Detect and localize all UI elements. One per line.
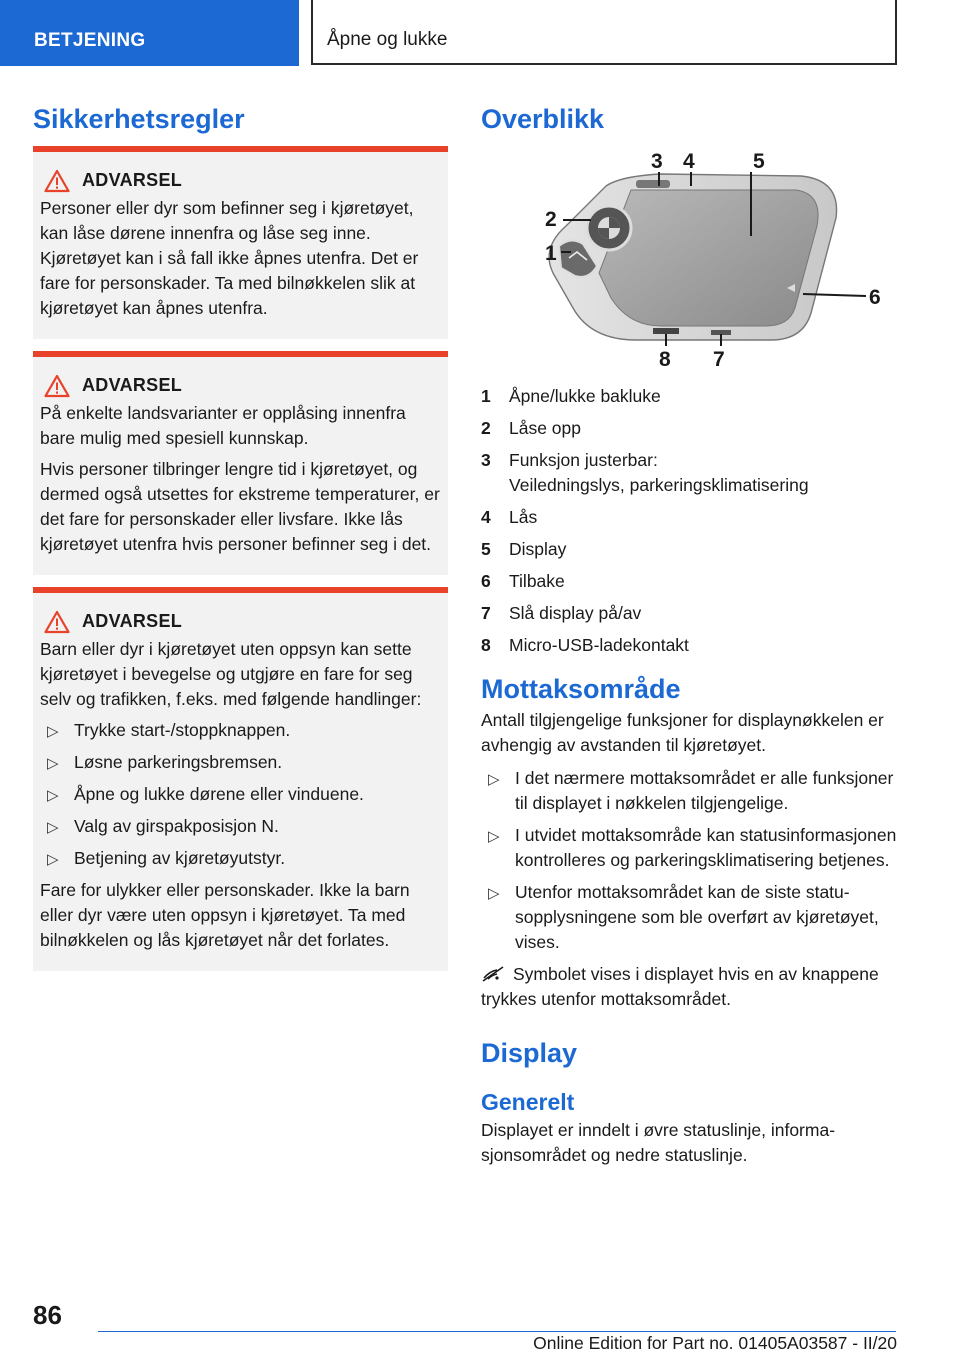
warning-text: Personer eller dyr som befinner seg i kjøretøyet, kan låse dørene innenfra og låse seg inne. Kjøretøyet kan i så fall ikke åpnes utenfra. Det er fare for personskader. Ta med bilnøkkelen slik at kjøretøyet kan åpnes utenfra.: [40, 198, 419, 318]
legend-number: 6: [481, 571, 491, 591]
display-subtitle: Generelt: [481, 1089, 575, 1115]
callout-3: 3: [651, 150, 663, 173]
range-list: [481, 766, 899, 955]
callout-5: 5: [753, 150, 765, 173]
display-key-figure: [511, 148, 891, 370]
callout-8: 8: [659, 348, 671, 370]
warning-box-3: [33, 587, 448, 971]
legend-text: Funksjon justerbar:: [509, 450, 658, 470]
legend-text: Slå display på/av: [509, 603, 642, 623]
warning-triangle-icon: [44, 169, 70, 193]
callout-6: 6: [869, 286, 881, 309]
warning-triangle-icon: [44, 610, 70, 634]
header-chapter-box: [311, 0, 897, 65]
list-item: [40, 718, 440, 743]
list-item: [40, 814, 440, 839]
list-item-text: Betjening av kjøretøyutstyr.: [74, 848, 286, 868]
triangle-bullet-icon: ▷: [488, 771, 500, 788]
list-item-text: Utenfor mottaksområdet kan de siste statusopplysningene som ble overført av kjøretøyet, vises.: [515, 882, 879, 952]
header-chapter-label: Åpne og lukke: [327, 29, 448, 50]
display-section: [481, 1118, 899, 1168]
warning-text: Fare for ulykker eller personskader. Ikke la barn eller dyr være uten oppsyn i kjøretøyet. Ta med bilnøkkelen og lås kjøretøyet når det forlates.: [40, 880, 410, 950]
warning-box-2: [33, 351, 448, 575]
footer-rule: [98, 1331, 896, 1332]
legend-item: [481, 384, 899, 409]
warning-action-list: [40, 718, 440, 871]
callout-1: 1: [545, 242, 557, 265]
triangle-bullet-icon: ▷: [47, 819, 59, 836]
warning-text: På enkelte landsvarianter er opplåsing innenfra bare mulig med spesiell kunnskap.: [40, 403, 406, 448]
list-item-text: I det nærmere mottaksområdet er alle funksjoner til displayet i nøkkelen tilgjengelige.: [515, 768, 894, 813]
callout-7: 7: [713, 348, 725, 370]
legend-item: [481, 416, 899, 441]
list-item-text: Trykke start-/stoppknappen.: [74, 720, 291, 740]
list-item-text: I utvidet mottaksområde kan statusinformasjonen kontrolleres og parkeringsklimatisering betjenes.: [515, 825, 897, 870]
key-display-face: [599, 190, 818, 326]
triangle-bullet-icon: ▷: [488, 828, 500, 845]
warning-box-1: [33, 146, 448, 339]
legend-subtext: Veiledningslys, parkeringsklimatisering: [509, 475, 809, 495]
list-item: [40, 846, 440, 871]
list-item: [481, 823, 899, 873]
legend-text: Display: [509, 539, 567, 559]
legend-number: 1: [481, 386, 491, 406]
triangle-bullet-icon: ▷: [47, 787, 59, 804]
legend-item: [481, 569, 899, 594]
no-signal-icon: [481, 966, 507, 982]
legend-text: Låse opp: [509, 418, 582, 438]
header-section-band: [0, 0, 299, 66]
legend-number: 7: [481, 603, 491, 623]
safety-title: Sikkerhetsregler: [33, 104, 245, 134]
list-item-text: Løsne parkeringsbremsen.: [74, 752, 283, 772]
page-number: 86: [33, 1300, 62, 1330]
legend-text: Micro-USB-ladekontakt: [509, 635, 689, 655]
warning-text: Hvis personer tilbringer lengre tid i kjøretøyet, og dermed også utsettes for ekstreme temperaturer, er det fare for personskader eller livsfare. Ikke lås kjøretøyet utenfra hvis personer befinner seg i det.: [40, 459, 440, 554]
right-column: [481, 100, 899, 1168]
legend-number: 8: [481, 635, 491, 655]
legend-number: 4: [481, 507, 491, 527]
key-top-button: [636, 180, 670, 188]
warning-title: ADVARSEL: [82, 170, 183, 190]
legend-text: Tilbake: [509, 571, 565, 591]
legend-number: 3: [481, 450, 491, 470]
list-item: [481, 880, 899, 955]
range-section: [481, 708, 899, 1012]
range-intro: Antall tilgjengelige funksjoner for displaynøkkelen er avhengig av avstanden til kjøretøyet.: [481, 710, 884, 755]
list-item-text: Åpne og lukke dørene eller vinduene.: [74, 784, 364, 804]
warning-title: ADVARSEL: [82, 375, 183, 395]
figure-legend: [481, 384, 899, 658]
triangle-bullet-icon: ▷: [488, 885, 500, 902]
legend-item: [481, 537, 899, 562]
key-usb-port: [653, 328, 679, 334]
display-title: Display: [481, 1038, 578, 1068]
list-item: [40, 782, 440, 807]
warning-title: ADVARSEL: [82, 611, 183, 631]
triangle-bullet-icon: ▷: [47, 851, 59, 868]
legend-item: [481, 448, 899, 473]
overview-title: Overblikk: [481, 104, 605, 134]
left-column: [33, 100, 448, 971]
legend-text: Lås: [509, 507, 538, 527]
legend-item: [481, 505, 899, 530]
triangle-bullet-icon: ▷: [47, 723, 59, 740]
triangle-bullet-icon: ▷: [47, 755, 59, 772]
legend-item: [481, 601, 899, 626]
list-item: [40, 750, 440, 775]
legend-number: 5: [481, 539, 491, 559]
warning-triangle-icon: [44, 374, 70, 398]
legend-item: [481, 633, 899, 658]
symbol-note: [481, 962, 899, 1012]
footer-edition: Online Edition for Part no. 01405A03587 - II/20: [533, 1333, 897, 1353]
list-item: [481, 766, 899, 816]
range-title: Mottaksområde: [481, 674, 681, 704]
list-item-text: Valg av girspakposisjon N.: [74, 816, 279, 836]
display-text: Displayet er inndelt i øvre statuslinje, informasjonsområdet og nedre statuslinje.: [481, 1120, 836, 1165]
callout-4: 4: [683, 150, 695, 173]
legend-number: 2: [481, 418, 491, 438]
symbol-note-text: Symbolet vises i displayet hvis en av knappene trykkes utenfor mottaksområdet.: [481, 964, 879, 1009]
header-section-label: BETJENING: [34, 30, 146, 51]
callout-2: 2: [545, 208, 557, 231]
legend-text: Åpne/lukke bakluke: [509, 386, 661, 406]
warning-text: Barn eller dyr i kjøretøyet uten oppsyn kan sette kjøretøyet i bevegelse og utgjøre en fare for seg selv og trafikken, f.eks. med følgende handlinger:: [40, 639, 422, 709]
